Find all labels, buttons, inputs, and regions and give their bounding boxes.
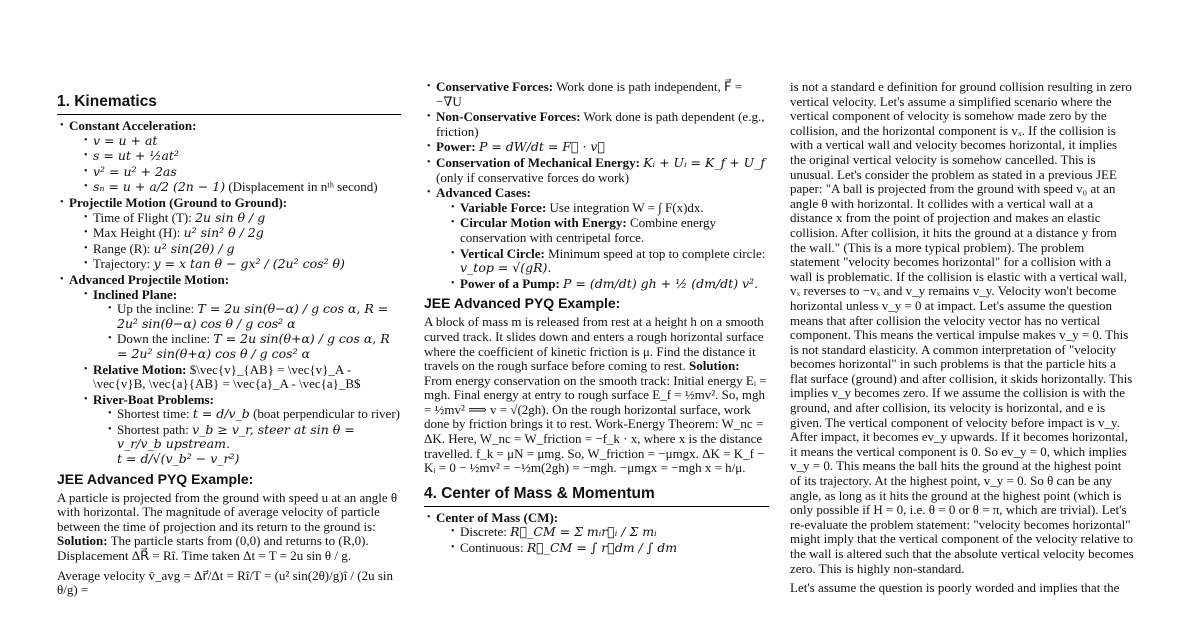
column-3 bbox=[790, 80, 1135, 601]
equation-note: (boat perpendicular to river) bbox=[253, 406, 400, 422]
item-label: Advanced Projectile Motion: bbox=[69, 271, 230, 287]
list-item bbox=[424, 511, 769, 556]
equation-text: P = (dm/dt) gh + ½ (dm/dt) v². bbox=[563, 275, 759, 291]
item-label: Conservative Forces: bbox=[436, 79, 554, 94]
equation-text: sₙ = u + a/2 (2n − 1) bbox=[93, 179, 226, 195]
pyq-title: JEE Advanced PYQ Example: bbox=[57, 470, 254, 487]
paragraph: is not a standard e definition for ground collision resulting in zero vertical velocity. Let's assume a simplified scenario where the vertical component of velocity is somehow made zero by the collision, and the horizontal component is vₓ. If the collision is with a vertical wall and velocity becomes horizontal, it implies the original vertical velocity is somehow cancelled. This is unusual. Let's consider the problem as stated in a previous JEE paper: "A ball is projected from the ground with speed v₀ at an angle θ with horizontal. It collides with a vertical wall at a distance x from the point of projection and makes an elastic collision. After collision, it hits the ground at a distance y from the wall." (This is a more typical problem). The problem statement "velocity becomes horizontal" for a collision with a wall is problematic. If the collision is elastic with a vertical wall, vₓ reverses to −vₓ and v_y remains v_y. Velocity won't become horizontal unless v_y = 0 at impact. Let's assume the question means that after collision the velocity vector has no vertical component. This means the vertical impulse makes v_y = 0. This is not standard elasticity. A common interpretation of "velocity becomes horizontal" in such problems is that the particle hits a flat surface (ground) and after collision, it skids horizontally. This implies v_y becomes zero. If we assume the collision is with the ground, and after collision, its velocity is horizontal, and e is given. The vertical component of velocity before impact is v_y. After impact, it becomes ev_y upwards. If it becomes horizontal, it means the vertical component is 0. So ev_y = 0, which implies v_y = 0. This means the ball hits the ground at the highest point of its trajectory. At the highest point, v_y = 0. So θ can be any angle, as long as it hits the ground at the highest point (which is only possible if H = 0, i.e. θ = 0 or θ = π, which are trivial). Let's re-evaluate the problem statement: "velocity becomes horizontal" might imply that the vertical component of the velocity relative to the wall is altered such that the absolute vertical velocity becomes zero. This is highly non-standard. bbox=[790, 79, 1134, 576]
list-item bbox=[81, 226, 401, 241]
item-label: Shortest path: bbox=[117, 421, 189, 437]
kinematics-list bbox=[57, 119, 401, 467]
equation bbox=[81, 165, 401, 180]
list-item bbox=[424, 156, 769, 185]
list-item bbox=[81, 257, 401, 272]
equation-text: y = x tan θ − gx² / (2u² cos² θ) bbox=[153, 256, 345, 272]
item-text: Work done is path independent, F⃗ = −∇U bbox=[436, 79, 743, 109]
section-title-center-of-mass: 4. Center of Mass & Momentum bbox=[424, 484, 769, 507]
item-label: Circular Motion with Energy: bbox=[460, 215, 627, 231]
item-label: Trajectory: bbox=[93, 256, 151, 272]
column-1 bbox=[57, 80, 401, 603]
item-label: Range (R): bbox=[93, 240, 151, 256]
item-label: Discrete: bbox=[460, 524, 507, 540]
item-label: Non-Conservative Forces: bbox=[436, 109, 581, 125]
item-label: Vertical Circle: bbox=[460, 245, 545, 261]
list-item bbox=[81, 288, 401, 362]
list-item bbox=[448, 277, 769, 292]
equation-text: u² sin(2θ) / g bbox=[153, 240, 235, 256]
equation-text: s = ut + ½at² bbox=[93, 148, 179, 164]
list-item bbox=[424, 110, 769, 139]
equation bbox=[81, 134, 401, 149]
list-item bbox=[448, 216, 769, 245]
item-label: Advanced Cases: bbox=[436, 185, 531, 201]
equation bbox=[81, 149, 401, 164]
list-item bbox=[105, 407, 401, 422]
item-label: Center of Mass (CM): bbox=[436, 509, 559, 525]
avg-velocity: Average velocity v̄_avg = Δr⃗/Δt = Rî/T = (u² sin(2θ)/g)î / (2u sin θ/g) = bbox=[57, 567, 394, 598]
item-text: Combine energy conservation with centripetal force. bbox=[460, 215, 717, 245]
item-label: Power: bbox=[436, 139, 476, 155]
list-item bbox=[81, 363, 401, 392]
pyq-question bbox=[57, 491, 401, 564]
pyq-title: JEE Advanced PYQ Example: bbox=[424, 295, 621, 312]
equation-text: v_b ≥ v_r, steer at sin θ = v_r/v_b upstream. bbox=[117, 421, 355, 452]
equation-text: Kᵢ + Uᵢ = K_f + U_f bbox=[643, 154, 766, 170]
item-label: Relative Motion: bbox=[93, 361, 187, 377]
list-item bbox=[81, 393, 401, 467]
pyq-question bbox=[424, 315, 769, 476]
list-item bbox=[424, 186, 769, 291]
equation-text: T = 2u sin(θ−α) / g cos α, R = 2u² sin(θ−α) cos θ / g cos² α bbox=[117, 301, 389, 331]
pyq-text: A particle is projected from the ground with speed u at an angle θ with horizontal. The magnitude of average velocity of particle between the time of projection and its return to the ground is: bbox=[57, 489, 398, 534]
item-label: Inclined Plane: bbox=[93, 286, 178, 302]
list-item bbox=[448, 247, 769, 276]
item-text: Use integration W = ∫ F(x)dx. bbox=[549, 199, 704, 215]
cm-list bbox=[424, 511, 769, 556]
item-note: (only if conservative forces do work) bbox=[436, 169, 630, 185]
list-item bbox=[424, 80, 769, 109]
equation-text: R⃗_CM = Σ mᵢr⃗ᵢ / Σ mᵢ bbox=[510, 524, 657, 540]
column-2 bbox=[424, 80, 769, 557]
list-item bbox=[424, 140, 769, 155]
equation-text: T = 2u sin(θ+α) / g cos α, R = 2u² sin(θ+α) cos θ / g cos² α bbox=[117, 331, 390, 361]
list-item bbox=[57, 119, 401, 195]
item-label: Up the incline: bbox=[117, 301, 195, 317]
item-text: $\vec{v}_{AB} = \vec{v}_A - \vec{v}B, \vec{a}{AB} = \vec{a}_A - \vec{a}_B$ bbox=[93, 361, 361, 392]
equation bbox=[81, 180, 401, 195]
list-item bbox=[81, 242, 401, 257]
equation-note: (Displacement in nᵗʰ second) bbox=[228, 179, 378, 195]
list-item bbox=[105, 332, 401, 361]
list-item bbox=[448, 541, 769, 556]
item-text: Minimum speed at top to complete circle: bbox=[548, 245, 766, 261]
item-label: Projectile Motion (Ground to Ground): bbox=[69, 194, 288, 210]
equation-text: u² sin² θ / 2g bbox=[183, 225, 264, 241]
list-item bbox=[448, 201, 769, 216]
section-title-kinematics: 1. Kinematics bbox=[57, 92, 401, 115]
item-label: River-Boat Problems: bbox=[93, 391, 214, 407]
equation-text: 2u sin θ / g bbox=[195, 209, 266, 225]
solution-label: Solution: bbox=[688, 358, 740, 374]
list-item bbox=[105, 302, 401, 331]
item-label: Constant Acceleration: bbox=[69, 118, 197, 133]
equation-text: v_top = √(gR). bbox=[460, 260, 552, 276]
list-item bbox=[81, 211, 401, 226]
equation-text: v = u + at bbox=[93, 132, 158, 148]
item-label: Max Height (H): bbox=[93, 225, 181, 241]
list-item bbox=[105, 423, 401, 467]
item-label: Power of a Pump: bbox=[460, 275, 560, 291]
list-item bbox=[448, 525, 769, 540]
pyq-text: A block of mass m is released from rest at a height h on a smooth curved track. It slides down and enters a rough horizontal surface where the coefficient of kinetic friction is μ. Find the distance it travels on the rough surface before coming to rest. bbox=[424, 314, 764, 374]
equation-text: R⃗_CM = ∫ r⃗dm / ∫ dm bbox=[526, 540, 678, 556]
item-label: Down the incline: bbox=[117, 331, 211, 347]
item-text: Work done is path dependent (e.g., friction) bbox=[436, 109, 765, 139]
equation-text: P = dW/dt = F⃗ · v⃗ bbox=[478, 139, 605, 155]
work-energy-list bbox=[424, 80, 769, 291]
item-label: Continuous: bbox=[460, 540, 524, 556]
list-item bbox=[57, 196, 401, 272]
list-item bbox=[57, 273, 401, 467]
solution-text: From energy conservation on the smooth track: Initial energy Eᵢ = mgh. Final energy at entry to rough surface E_f = ½mv². So, mgh = ½mv² ⟹ v = √(2gh). On the rough horizontal surface, work done by friction brings it to rest. Work-Energy Theorem: W_nc = ΔK. Here, W_nc = W_friction = −f_k · x, where x is the distance travelled. f_k = μN = μmg. So, W_friction = −μmgx. ΔK = K_f − Kᵢ = 0 − ½mv² = −½m(2gh) = −mgh. −μmgx = −mgh x = h/μ. bbox=[424, 372, 767, 476]
equation-text: v² = u² + 2as bbox=[93, 163, 177, 179]
equation-text: t = d/√(v_b² − v_r²) bbox=[117, 451, 240, 467]
solution-text: The particle starts from (0,0) and returns to (R,0). Displacement ΔR⃗ = Rî. Time taken Δt = T = 2u sin θ / g. bbox=[57, 533, 369, 564]
paragraph: Let's assume the question is poorly worded and implies that the bbox=[790, 580, 1120, 596]
solution-label: Solution: bbox=[57, 533, 108, 549]
item-label: Variable Force: bbox=[460, 199, 547, 215]
item-label: Time of Flight (T): bbox=[93, 209, 192, 225]
item-label: Conservation of Mechanical Energy: bbox=[436, 154, 641, 170]
equation-text: t = d/v_b bbox=[192, 406, 250, 422]
item-label: Shortest time: bbox=[117, 406, 190, 422]
